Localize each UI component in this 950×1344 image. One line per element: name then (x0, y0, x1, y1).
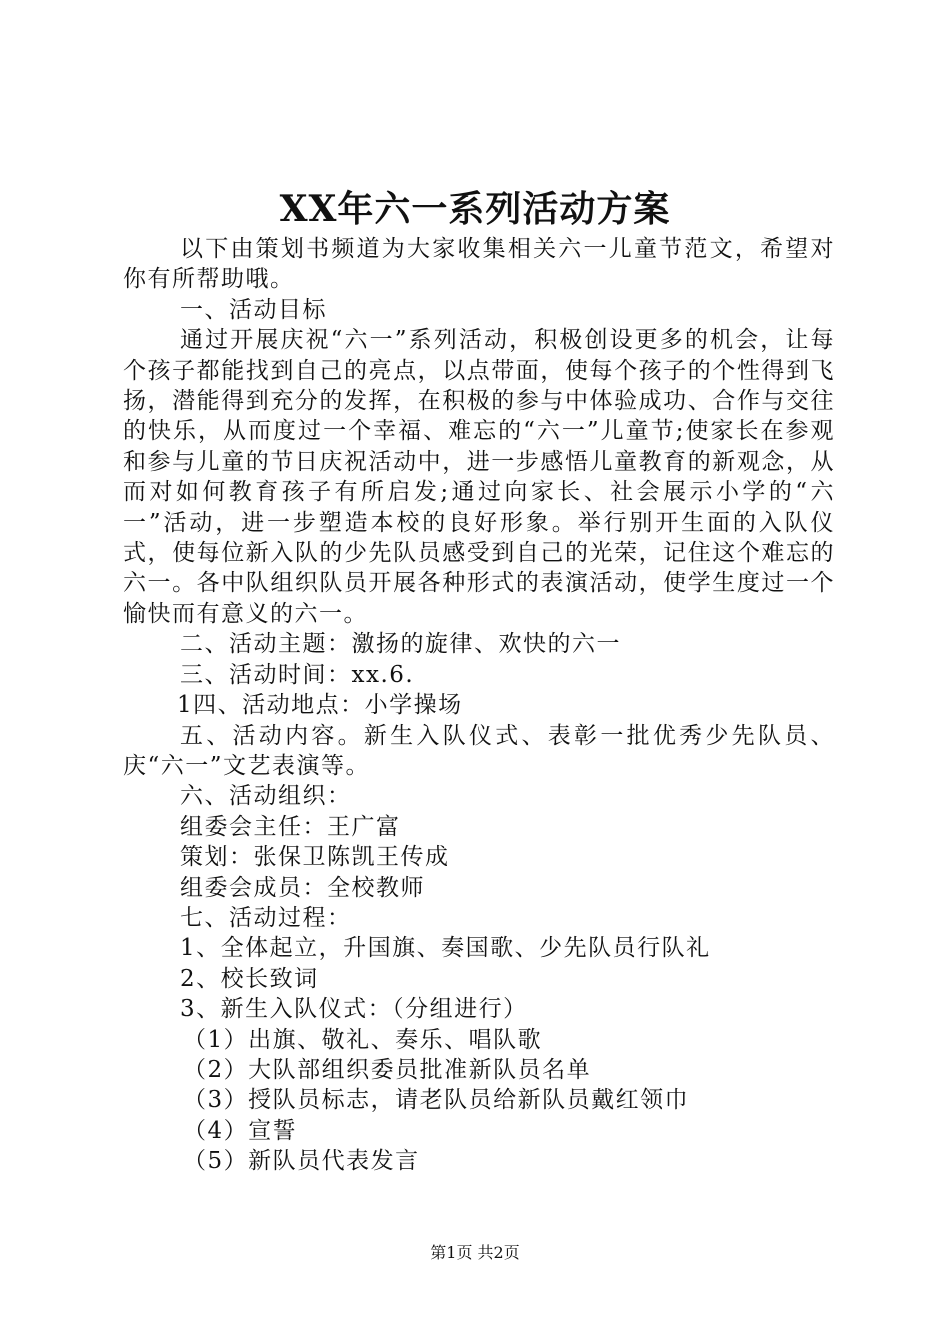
section-organization: 六、活动组织： (180, 783, 352, 810)
page-footer: 第1页 共2页 (430, 1243, 520, 1262)
substep-1: （1）出旗、敬礼、奏乐、唱队歌 (183, 1026, 543, 1053)
process-step-2: 2、校长致词 (180, 965, 319, 992)
goals-paragraph: 通过开展庆祝“六一”系列活动，积极创设更多的机会，让每个孩子都能找到自己的亮点，以点带面，使每个孩子的个性得到飞扬，潜能得到充分的发挥，在积极的参与中体验成功、合作与交往的快乐，从而度过一个幸福、难忘的“六一”儿童节;使家长在参观和参与儿童的节日庆祝活动中，进一步感悟儿童教育的新观念，从而对如何教育孩子有所启发;通过向家长、社会展示小学的“六一”活动，进一步塑造本校的良好形象。举行别开生面的入队仪式，使每位新入队的少先队员感受到自己的光荣，记住这个难忘的六一。各中队组织队员开展各种形式的表演活动，使学生度过一个愉快而有意义的六一。 (123, 327, 835, 627)
org-chair: 组委会主任：王广富 (180, 813, 401, 840)
section-theme: 二、活动主题：激扬的旋律、欢快的六一 (180, 631, 621, 658)
section-heading-goals: 一、活动目标 (180, 296, 327, 323)
section-time: 三、活动时间：xx.6. (180, 661, 415, 688)
process-step-3: 3、新生入队仪式：（分组进行） (180, 996, 528, 1023)
substep-3: （3）授队员标志，请老队员给新队员戴红领巾 (183, 1087, 690, 1114)
document-title: XX年六一系列活动方案 (279, 188, 671, 230)
section-location: 1四、活动地点：小学操场 (177, 692, 463, 719)
section-process: 七、活动过程： (180, 904, 352, 931)
intro-paragraph: 以下由策划书频道为大家收集相关六一儿童节范文，希望对你有所帮助哦。 (123, 236, 835, 293)
substep-5: （5）新队员代表发言 (183, 1148, 420, 1175)
substep-2: （2）大队部组织委员批准新队员名单 (183, 1056, 592, 1083)
document-body (123, 234, 835, 1177)
org-planning: 策划：张保卫陈凯王传成 (180, 844, 450, 871)
process-step-1: 1、全体起立，升国旗、奏国歌、少先队员行队礼 (180, 935, 711, 962)
section-content: 五、活动内容。新生入队仪式、表彰一批优秀少先队员、庆“六一”文艺表演等。 (123, 722, 835, 779)
substep-4: （4）宣誓 (183, 1117, 298, 1144)
org-members: 组委会成员：全校教师 (180, 874, 425, 901)
